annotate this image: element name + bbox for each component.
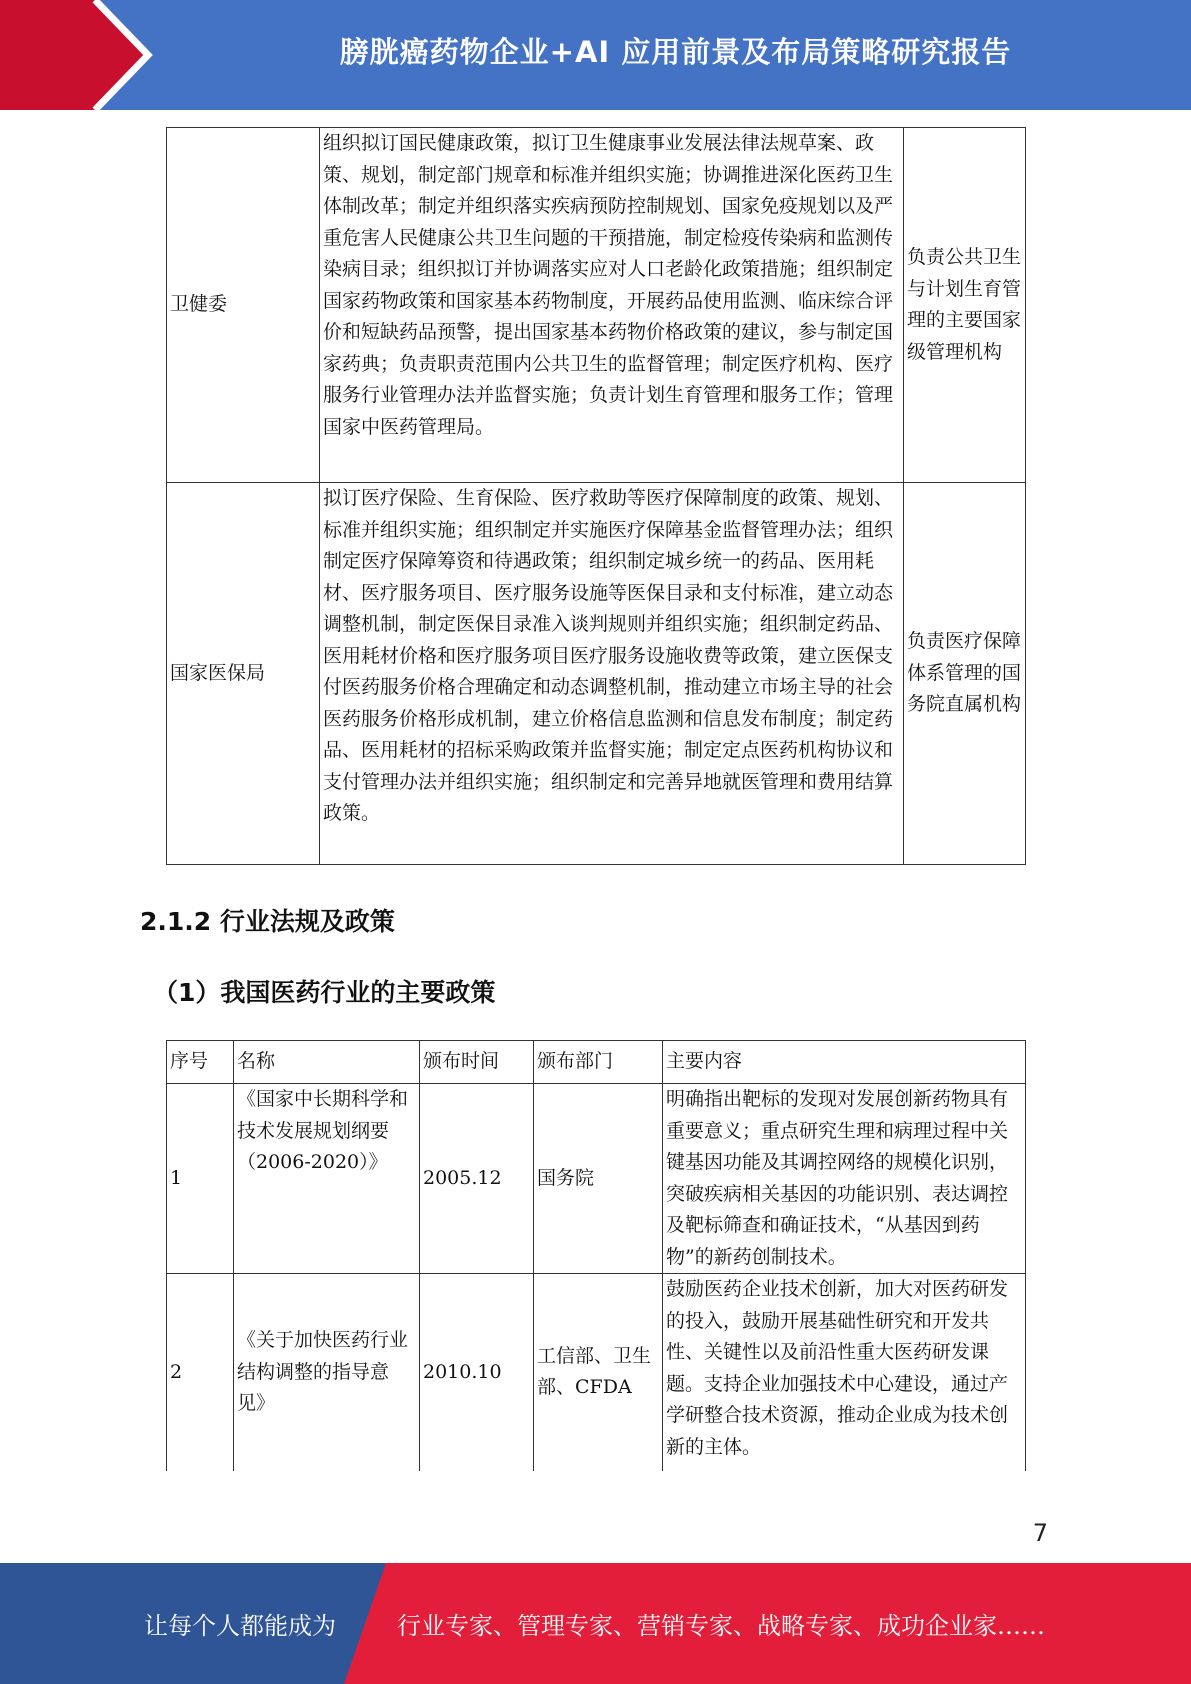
page-footer — [0, 1563, 1191, 1684]
section-heading: 2.1.2 行业法规及政策 — [140, 907, 395, 936]
policy-name: 《国家中长期科学和技术发展规划纲要（2006-2020）》 — [234, 1084, 420, 1274]
policy-date: 2005.12 — [420, 1084, 534, 1274]
table-row — [167, 1274, 1026, 1471]
column-header: 颁布部门 — [534, 1041, 663, 1084]
policy-no: 2 — [167, 1274, 234, 1471]
policy-content: 鼓励医药企业技术创新，加大对医药研发的投入，鼓励开展基础性研究和开发共性、关键性以及前沿性重大医药研发课题。支持企业加强技术中心建设，通过产学研整合技术资源，推动企业成为技术创新的主体。 — [663, 1274, 1026, 1471]
subsection-heading: （1）我国医药行业的主要政策 — [153, 978, 496, 1007]
column-header: 名称 — [234, 1041, 420, 1084]
org-table — [166, 127, 1026, 865]
org-name: 卫健委 — [167, 128, 320, 483]
org-role: 负责医疗保障体系管理的国务院直属机构 — [904, 483, 1026, 865]
policy-name: 《关于加快医药行业结构调整的指导意见》 — [234, 1274, 420, 1471]
table-row — [167, 483, 1026, 865]
column-header: 序号 — [167, 1041, 234, 1084]
policy-content: 明确指出靶标的发现对发展创新药物具有重要意义；重点研究生理和病理过程中关键基因功能及其调控网络的规模化识别，突破疾病相关基因的功能识别、表达调控及靶标筛查和确证技术，“从基因到药物”的新药创制技术。 — [663, 1084, 1026, 1274]
policy-dept: 工信部、卫生部、CFDA — [534, 1274, 663, 1471]
policy-table — [166, 1040, 1026, 1471]
table-row — [167, 128, 1026, 483]
policy-dept: 国务院 — [534, 1084, 663, 1274]
policy-date: 2010.10 — [420, 1274, 534, 1471]
page-number: 7 — [1032, 1519, 1048, 1547]
org-name: 国家医保局 — [167, 483, 320, 865]
report-title: 膀胱癌药物企业+AI 应用前景及布局策略研究报告 — [339, 34, 1012, 69]
column-header: 颁布时间 — [420, 1041, 534, 1084]
table-header-row — [167, 1041, 1026, 1084]
org-role: 负责公共卫生与计划生育管理的主要国家级管理机构 — [904, 128, 1026, 483]
table-row — [167, 1084, 1026, 1274]
footer-slogan-left: 让每个人都能成为 — [144, 1612, 336, 1640]
column-header: 主要内容 — [663, 1041, 1026, 1084]
footer-slogan-right: 行业专家、管理专家、营销专家、战略专家、成功企业家…… — [397, 1612, 1045, 1640]
policy-no: 1 — [167, 1084, 234, 1274]
page-header — [0, 0, 1191, 110]
org-duties: 组织拟订国民健康政策，拟订卫生健康事业发展法律法规草案、政策、规划，制定部门规章和标准并组织实施；协调推进深化医药卫生体制改革；制定并组织落实疾病预防控制规划、国家免疫规划以及严重危害人民健康公共卫生问题的干预措施，制定检疫传染病和监测传染病目录；组织拟订并协调落实应对人口老龄化政策措施；组织制定国家药物政策和国家基本药物制度，开展药品使用监测、临床综合评价和短缺药品预警，提出国家基本药物价格政策的建议，参与制定国家药典；负责职责范围内公共卫生的监督管理；制定医疗机构、医疗服务行业管理办法并监督实施；负责计划生育管理和服务工作；管理国家中医药管理局。 — [320, 128, 904, 483]
org-duties: 拟订医疗保险、生育保险、医疗救助等医疗保障制度的政策、规划、标准并组织实施；组织制定并实施医疗保障基金监督管理办法；组织制定医疗保障筹资和待遇政策；组织制定城乡统一的药品、医用耗材、医疗服务项目、医疗服务设施等医保目录和支付标准，建立动态调整机制，制定医保目录准入谈判规则并组织实施；组织制定药品、医用耗材价格和医疗服务项目医疗服务设施收费等政策，建立医保支付医药服务价格合理确定和动态调整机制，推动建立市场主导的社会医药服务价格形成机制，建立价格信息监测和信息发布制度；制定药品、医用耗材的招标采购政策并监督实施；制定定点医药机构协议和支付管理办法并组织实施；组织制定和完善异地就医管理和费用结算政策。 — [320, 483, 904, 865]
